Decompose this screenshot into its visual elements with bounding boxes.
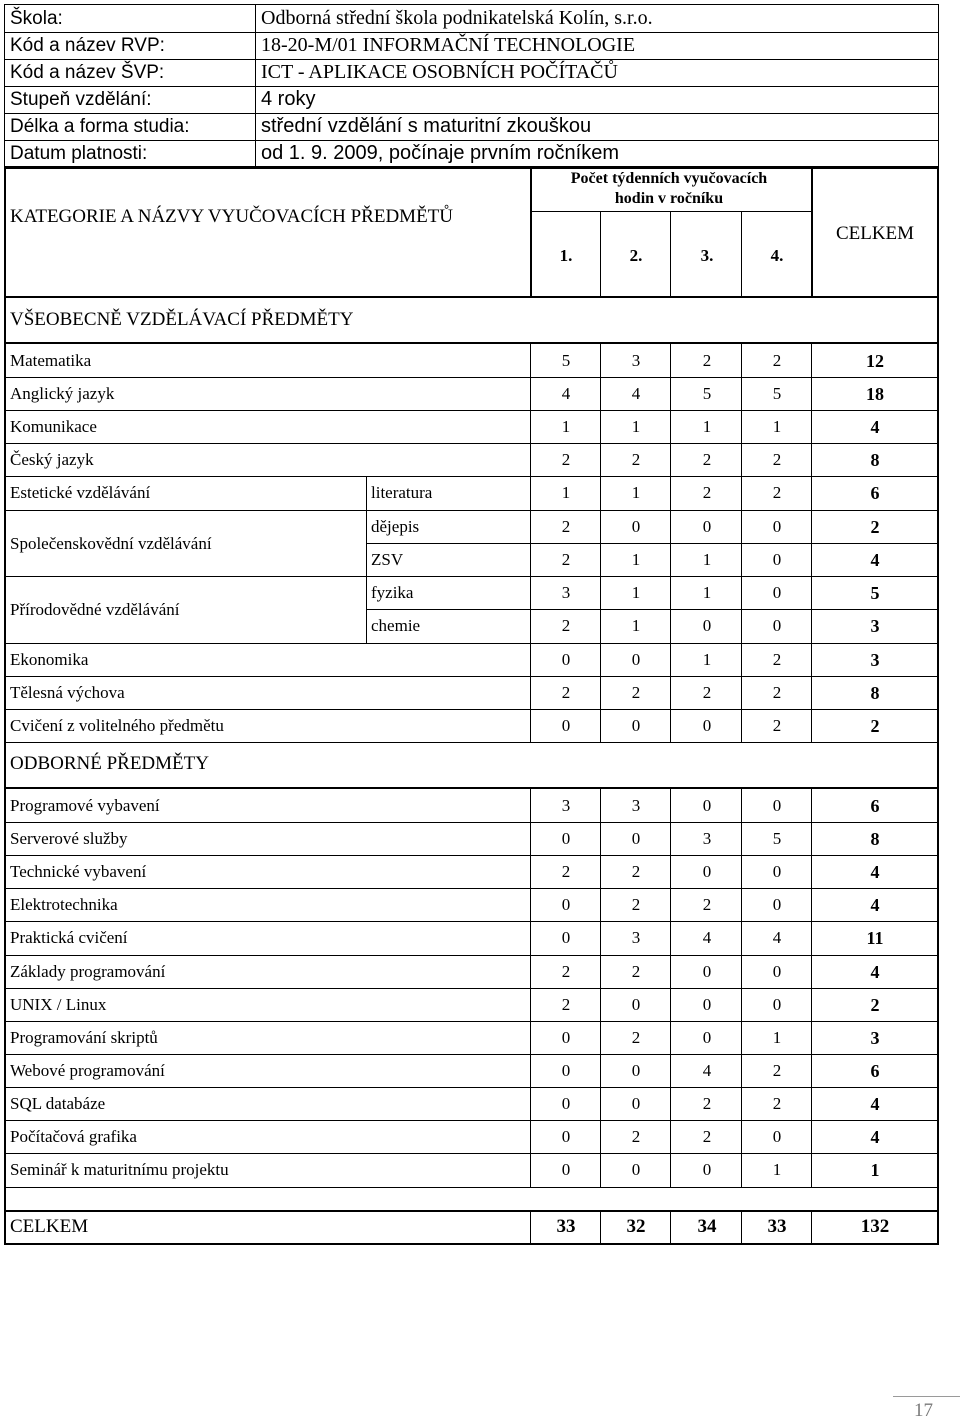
hours-cell: 2 <box>631 1028 641 1047</box>
row-line <box>6 1187 937 1188</box>
total-cell: 4 <box>870 1127 880 1147</box>
hours-cell: 2 <box>772 650 782 669</box>
hours-cell: 0 <box>561 1028 571 1047</box>
column-divider <box>530 1210 531 1245</box>
hours-cell: 0 <box>631 995 641 1014</box>
hours-cell: 0 <box>772 517 782 536</box>
hours-cell: 2 <box>702 351 712 370</box>
total-cell: 8 <box>870 683 880 703</box>
hours-cell: 0 <box>772 796 782 815</box>
subject-name: Programové vybavení <box>10 796 160 815</box>
hours-subheading: hodin v ročníku <box>614 190 724 207</box>
hours-cell: 0 <box>702 862 712 881</box>
column-divider <box>811 1210 812 1245</box>
info-row <box>5 59 938 86</box>
hours-cell: 4 <box>702 928 712 947</box>
hours-cell: 2 <box>631 962 641 981</box>
hours-cell: 0 <box>702 716 712 735</box>
row-line <box>6 676 937 677</box>
header-vline-left <box>530 169 532 297</box>
total-cell: 1 <box>870 1160 880 1180</box>
section-line <box>6 787 937 789</box>
year-header: 2. <box>629 246 643 265</box>
subject-name: SQL databáze <box>10 1094 106 1113</box>
total-hours-cell: 34 <box>697 1216 717 1237</box>
hours-cell: 0 <box>772 1127 782 1146</box>
total-cell: 3 <box>870 1028 880 1048</box>
hours-cell: 0 <box>772 583 782 602</box>
row-line <box>6 855 937 856</box>
hours-cell: 2 <box>772 1094 782 1113</box>
hours-heading: Počet týdenních vyučovacích <box>570 170 768 187</box>
category-heading: KATEGORIE A NÁZVY VYUČOVACÍCH PŘEDMĚTŮ <box>10 206 454 227</box>
hours-cell: 3 <box>702 829 712 848</box>
subject-name: Tělesná výchova <box>10 683 125 702</box>
total-cell: 3 <box>870 650 880 670</box>
hours-cell: 0 <box>772 862 782 881</box>
subject-name: Seminář k maturitnímu projektu <box>10 1160 229 1179</box>
subject-name: Český jazyk <box>10 450 94 469</box>
row-line <box>6 1087 937 1088</box>
info-row-line <box>5 140 938 141</box>
hours-cell: 1 <box>702 417 712 436</box>
header-bottom-line <box>6 296 937 298</box>
hours-underline <box>530 211 813 212</box>
subject-subdivision: fyzika <box>371 583 414 602</box>
hours-cell: 0 <box>561 1160 571 1179</box>
total-cell: 8 <box>870 829 880 849</box>
hours-cell: 0 <box>702 1028 712 1047</box>
info-label: Délka a forma studia: <box>10 116 190 137</box>
hours-cell: 2 <box>702 450 712 469</box>
hours-cell: 1 <box>631 417 641 436</box>
row-line <box>6 709 937 710</box>
hours-cell: 4 <box>561 384 571 403</box>
hours-cell: 0 <box>561 650 571 669</box>
hours-cell: 2 <box>631 450 641 469</box>
subject-name: Anglický jazyk <box>10 384 115 403</box>
subject-subdivision: literatura <box>371 483 433 502</box>
hours-cell: 0 <box>561 716 571 735</box>
row-line <box>366 609 937 610</box>
hours-cell: 2 <box>702 1094 712 1113</box>
hours-cell: 0 <box>561 1094 571 1113</box>
total-top-line <box>6 1210 937 1212</box>
total-cell: 2 <box>870 716 880 736</box>
hours-cell: 0 <box>631 1094 641 1113</box>
hours-cell: 3 <box>631 928 641 947</box>
total-cell: 5 <box>870 583 880 603</box>
total-cell: 4 <box>870 417 880 437</box>
row-line <box>6 510 937 511</box>
info-row-line <box>5 86 938 87</box>
hours-cell: 5 <box>702 384 712 403</box>
row-line <box>6 443 937 444</box>
row-line <box>6 410 937 411</box>
hours-cell: 2 <box>561 550 571 569</box>
total-cell: 4 <box>870 862 880 882</box>
total-cell: 3 <box>870 616 880 636</box>
hours-cell: 2 <box>772 1061 782 1080</box>
subcolumn-divider <box>366 476 367 643</box>
curriculum-table <box>4 167 939 1245</box>
subject-name: Komunikace <box>10 417 97 436</box>
row-line <box>6 822 937 823</box>
year-divider <box>600 211 601 297</box>
row-line <box>6 377 937 378</box>
hours-cell: 0 <box>702 517 712 536</box>
subject-name: Serverové služby <box>10 829 128 848</box>
hours-cell: 1 <box>702 550 712 569</box>
hours-cell: 1 <box>631 550 641 569</box>
hours-cell: 0 <box>772 895 782 914</box>
hours-cell: 2 <box>702 683 712 702</box>
subject-subdivision: chemie <box>371 616 421 635</box>
year-divider <box>670 211 671 297</box>
hours-cell: 0 <box>631 716 641 735</box>
total-cell: 6 <box>870 1061 880 1081</box>
row-line <box>366 543 937 544</box>
grand-total-cell: 132 <box>860 1216 890 1237</box>
total-cell: 4 <box>870 1094 880 1114</box>
row-line <box>6 1054 937 1055</box>
info-label: Kód a název RVP: <box>10 35 165 56</box>
row-line <box>6 1021 937 1022</box>
year-header: 3. <box>700 246 714 265</box>
hours-cell: 2 <box>702 1127 712 1146</box>
total-cell: 2 <box>870 517 880 537</box>
hours-cell: 4 <box>631 384 641 403</box>
hours-cell: 0 <box>631 1061 641 1080</box>
hours-cell: 2 <box>561 862 571 881</box>
hours-cell: 0 <box>561 829 571 848</box>
hours-cell: 2 <box>631 862 641 881</box>
hours-cell: 2 <box>702 895 712 914</box>
info-row-line <box>5 113 938 114</box>
hours-cell: 5 <box>772 829 782 848</box>
hours-cell: 0 <box>561 1127 571 1146</box>
info-row <box>5 32 938 59</box>
info-value: ICT - APLIKACE OSOBNÍCH POČÍTAČŮ <box>261 61 618 83</box>
total-header: CELKEM <box>835 223 915 244</box>
hours-cell: 1 <box>561 417 571 436</box>
info-row <box>5 140 938 167</box>
hours-cell: 3 <box>561 583 571 602</box>
hours-cell: 0 <box>631 650 641 669</box>
hours-cell: 1 <box>631 583 641 602</box>
row-line <box>6 476 937 477</box>
hours-cell: 0 <box>702 995 712 1014</box>
subject-name: Praktická cvičení <box>10 928 128 947</box>
hours-cell: 3 <box>631 351 641 370</box>
hours-cell: 0 <box>702 796 712 815</box>
hours-cell: 0 <box>561 1061 571 1080</box>
school-info-table <box>4 4 939 167</box>
total-cell: 4 <box>870 895 880 915</box>
hours-cell: 1 <box>631 483 641 502</box>
hours-cell: 5 <box>772 384 782 403</box>
info-value: 18-20-M/01 INFORMAČNÍ TECHNOLOGIE <box>261 34 636 56</box>
hours-cell: 1 <box>772 1160 782 1179</box>
hours-cell: 2 <box>631 1127 641 1146</box>
hours-cell: 2 <box>561 517 571 536</box>
row-line <box>6 921 937 922</box>
hours-cell: 2 <box>772 716 782 735</box>
total-cell: 18 <box>866 384 884 404</box>
total-cell: 2 <box>870 995 880 1015</box>
page-number-rule <box>893 1396 960 1397</box>
page-number: 17 <box>914 1400 933 1421</box>
subject-name: Matematika <box>10 351 92 370</box>
info-label: Stupeň vzdělání: <box>10 89 152 110</box>
hours-cell: 1 <box>772 1028 782 1047</box>
info-label: Datum platnosti: <box>10 143 148 164</box>
hours-cell: 0 <box>561 895 571 914</box>
hours-cell: 2 <box>561 450 571 469</box>
total-cell: 8 <box>870 450 880 470</box>
hours-cell: 0 <box>561 928 571 947</box>
subject-name-merged: Společenskovědní vzdělávání <box>10 534 212 553</box>
hours-cell: 0 <box>772 616 782 635</box>
hours-cell: 2 <box>561 995 571 1014</box>
hours-cell: 0 <box>702 616 712 635</box>
hours-cell: 1 <box>561 483 571 502</box>
subject-name: Počítačová grafika <box>10 1127 137 1146</box>
info-row <box>5 113 938 140</box>
hours-cell: 3 <box>561 796 571 815</box>
info-value: od 1. 9. 2009, počínaje prvním ročníkem <box>261 142 619 164</box>
subject-name: Programování skriptů <box>10 1028 158 1047</box>
row-line <box>6 988 937 989</box>
row-line <box>6 1153 937 1154</box>
hours-cell: 2 <box>631 683 641 702</box>
column-divider <box>670 1210 671 1245</box>
hours-cell: 2 <box>772 683 782 702</box>
year-header: 4. <box>770 246 784 265</box>
subject-name: Ekonomika <box>10 650 89 669</box>
column-divider <box>741 1210 742 1245</box>
hours-cell: 2 <box>631 895 641 914</box>
hours-cell: 0 <box>702 1160 712 1179</box>
info-value: Odborná střední škola podnikatelská Kolín, s.r.o. <box>261 7 653 29</box>
hours-cell: 2 <box>772 450 782 469</box>
subject-subdivision: ZSV <box>371 550 404 569</box>
hours-cell: 0 <box>631 1160 641 1179</box>
info-label: Kód a název ŠVP: <box>10 62 165 83</box>
total-cell: 6 <box>870 483 880 503</box>
info-row-line <box>5 32 938 33</box>
info-value: střední vzdělání s maturitní zkouškou <box>261 115 592 137</box>
hours-cell: 3 <box>631 796 641 815</box>
hours-cell: 1 <box>702 583 712 602</box>
hours-cell: 4 <box>702 1061 712 1080</box>
subject-name: Estetické vzdělávání <box>10 483 151 502</box>
info-value: 4 roky <box>261 88 316 110</box>
hours-cell: 1 <box>702 650 712 669</box>
info-label: Škola: <box>10 8 63 29</box>
subject-name: Cvičení z volitelného předmětu <box>10 716 224 735</box>
hours-cell: 1 <box>772 417 782 436</box>
hours-cell: 2 <box>561 683 571 702</box>
total-cell: 6 <box>870 796 880 816</box>
subject-subdivision: dějepis <box>371 517 420 536</box>
subject-name: Elektrotechnika <box>10 895 118 914</box>
year-divider <box>741 211 742 297</box>
row-line <box>6 955 937 956</box>
info-row-line <box>5 59 938 60</box>
year-header: 1. <box>559 246 573 265</box>
column-divider <box>600 1210 601 1245</box>
row-line <box>6 576 937 577</box>
hours-cell: 2 <box>561 962 571 981</box>
hours-cell: 0 <box>772 550 782 569</box>
subject-name: Základy programování <box>10 962 166 981</box>
header-vline-right <box>811 169 813 297</box>
hours-cell: 0 <box>631 829 641 848</box>
subject-name: Technické vybavení <box>10 862 147 881</box>
hours-cell: 0 <box>702 962 712 981</box>
subject-name: UNIX / Linux <box>10 995 107 1014</box>
hours-cell: 0 <box>772 962 782 981</box>
row-line <box>6 1120 937 1121</box>
info-row <box>5 86 938 113</box>
total-hours-cell: 33 <box>767 1216 787 1237</box>
hours-cell: 2 <box>561 616 571 635</box>
total-cell: 4 <box>870 550 880 570</box>
hours-cell: 0 <box>772 995 782 1014</box>
total-hours-cell: 33 <box>556 1216 576 1237</box>
total-hours-cell: 32 <box>626 1216 646 1237</box>
hours-cell: 2 <box>772 351 782 370</box>
hours-cell: 5 <box>561 351 571 370</box>
subject-name-merged: Přírodovědné vzdělávání <box>10 600 180 619</box>
total-row-label: CELKEM <box>10 1216 89 1237</box>
hours-cell: 2 <box>772 483 782 502</box>
subject-name: Webové programování <box>10 1061 165 1080</box>
hours-cell: 1 <box>631 616 641 635</box>
row-line <box>6 888 937 889</box>
hours-cell: 0 <box>631 517 641 536</box>
vocational-section-heading: ODBORNÉ PŘEDMĚTY <box>10 753 209 774</box>
hours-cell: 2 <box>702 483 712 502</box>
total-cell: 4 <box>870 962 880 982</box>
info-row <box>5 5 938 32</box>
section-line <box>6 342 937 344</box>
row-line <box>6 643 937 644</box>
section-line <box>6 742 937 743</box>
total-cell: 11 <box>866 928 884 948</box>
total-cell: 12 <box>866 351 884 371</box>
hours-cell: 4 <box>772 928 782 947</box>
general-section-heading: VŠEOBECNĚ VZDĚLÁVACÍ PŘEDMĚTY <box>10 309 354 330</box>
